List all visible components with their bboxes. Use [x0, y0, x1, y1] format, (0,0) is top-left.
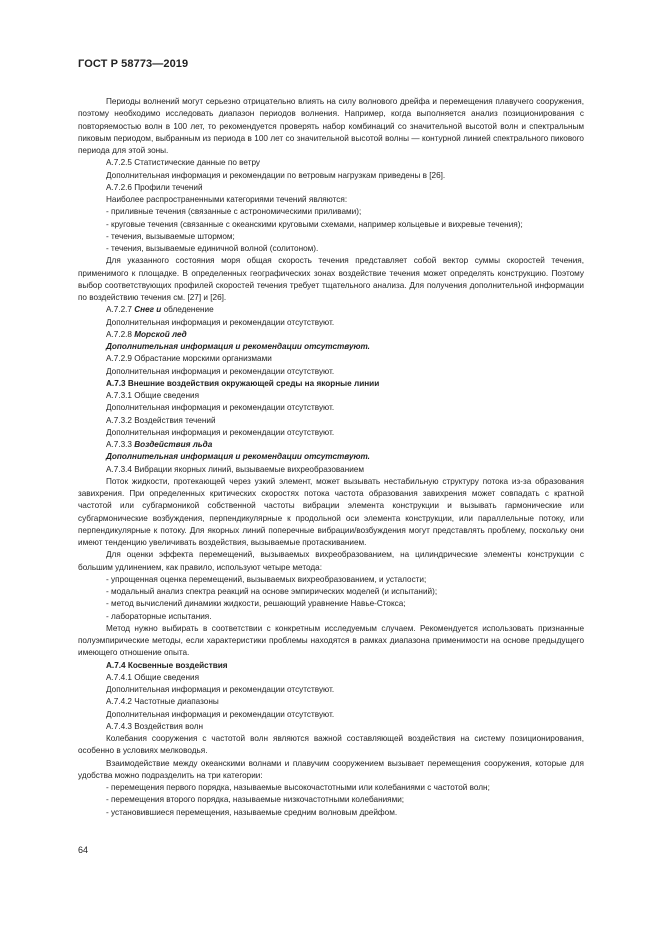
page-number: 64 [78, 845, 89, 855]
list-item: - круговые течения (связанные с океанскими круговыми схемами, например кольцевые и вихревые течения); [106, 219, 523, 229]
section-number: А.7.2.7 [106, 305, 132, 315]
section-heading: А.7.3.4 Вибрации якорных линий, вызываемые вихреобразованием [106, 464, 364, 474]
section-heading: А.7.2.9 Обрастание морскими организмами [106, 354, 272, 364]
list-item: - перемещения второго порядка, называемые низкочастотными колебаниями; [106, 795, 405, 805]
list-item: - упрощенная оценка перемещений, вызываемых вихреобразованием, и усталости; [106, 574, 427, 584]
section-heading: А.7.3.2 Воздействия течений [106, 415, 216, 425]
paragraph: Метод нужно выбирать в соответствии с конкретным исследуемым случаем. Рекомендуется использовать признанные полуэмпирические методы, если характеристики проблемы находятся в рамках диапазона применимости на основе предыдущего имеющего отношение опыта. [78, 623, 584, 658]
list-item: - модальный анализ спектра реакций на основе эмпирических моделей (и испытаний); [106, 587, 438, 596]
section-heading: А.7.2.6 Профили течений [106, 182, 203, 192]
section-heading [78, 304, 584, 316]
list-item: - перемещения первого порядка, называемые высокочастотными или колебаниями с частотой волн; [106, 783, 490, 792]
paragraph: Дополнительная информация и рекомендации отсутствуют. [106, 427, 335, 437]
paragraph: Для указанного состояния моря общая скорость течения представляет собой вектор суммы скоростей течения, применимого к площадке. В определенных географических зонах воздействие течения может определять конструкцию. Поэтому выбор соответствующих профилей скоростей течения требует тщательного анализа. Для получения дополнительной информации по воздействию течения см. [27] и [26]. [78, 256, 584, 302]
section-heading: А.7.4.1 Общие сведения [106, 672, 200, 682]
document-header: ГОСТ Р 58773—2019 [78, 58, 189, 70]
list-item: - течения, вызываемые единичной волной (солитоном). [106, 244, 319, 253]
section-heading: А.7.4 Косвенные воздействия [106, 660, 228, 670]
paragraph: Для оценки эффекта перемещений, вызываемых вихреобразованием, на цилиндрические элементы конструкции с большим удлинением, как правило, используют четыре метода: [78, 550, 584, 572]
paragraph: Дополнительная информация и рекомендации отсутствуют. [106, 366, 335, 376]
section-heading: А.7.3 Внешние воздействия окружающей среды на якорные линии [106, 378, 380, 388]
paragraph: Дополнительная информация и рекомендации по ветровым нагрузкам приведены в [26]. [106, 170, 446, 180]
section-heading: А.7.3.1 Общие сведения [106, 391, 200, 400]
section-heading: А.7.4.3 Воздействия волн [106, 721, 204, 731]
section-title-emphasis: Воздействия льда [134, 440, 213, 449]
paragraph: Дополнительная информация и рекомендации отсутствуют. [106, 685, 335, 694]
section-number: А.7.3.3 [106, 440, 132, 449]
paragraph: Дополнительная информация и рекомендации отсутствуют. [106, 709, 335, 719]
document-body [78, 96, 584, 819]
section-heading: А.7.2.5 Статистические данные по ветру [106, 158, 260, 168]
list-item: - течения, вызываемые штормом; [106, 231, 235, 241]
paragraph: Дополнительная информация и рекомендации отсутствуют. [106, 317, 335, 327]
paragraph: Поток жидкости, протекающей через узкий элемент, может вызывать нестабильную структуру потока из-за образования завихрения. При определенных критических скоростях потока частота образования завихрения может совпадать с кратной частотой или субгармоникой собственной частоты вибрации элемента конструкции и вызывать гармонические или субгармонические возбуждения, перпендикулярные к продольной оси элемента конструкции, или параллельные потоку, или перпендикулярные к потоку. Для якорных линий поперечные вибрации/возбуждения могут представлять проблему, поскольку они имеют тенденцию увеличивать воздействия, вызываемые протаскиванием. [78, 476, 584, 547]
list-item: - лабораторные испытания. [106, 611, 212, 621]
list-item: - установившиеся перемещения, называемые средним волновым дрейфом. [106, 807, 398, 817]
section-heading [78, 329, 584, 341]
list-item: - приливные течения (связанные с астрономическими приливами); [106, 207, 362, 217]
section-heading: А.7.4.2 Частотные диапазоны [106, 697, 219, 707]
section-title-emphasis: Морской лед [134, 329, 187, 339]
paragraph: Дополнительная информация и рекомендации отсутствуют. [106, 452, 370, 462]
list-item: - метод вычислений динамики жидкости, решающий уравнение Навье-Стокса; [106, 599, 406, 609]
paragraph: Взаимодействие между океанскими волнами и плавучим сооружением вызывает перемещения сооружения, которые для удобства можно подразделить на три категории: [78, 758, 584, 780]
paragraph: Периоды волнений могут серьезно отрицательно влиять на силу волнового дрейфа и перемещения плавучего сооружения, поэтому необходимо исследовать диапазон периодов волнения. Например, когда выполняется анализ позиционирования с повторяемостью волн в 100 лет, то рекомендуется проверять набор комбинаций со значительной высотой волн и спектральным пиковым периодом, выбранным из периода в 100 лет со значительной высотой волны — контурной линией спектрального пикового периода для этой зоны. [78, 97, 584, 155]
section-heading [78, 439, 584, 451]
paragraph: Дополнительная информация и рекомендации отсутствуют. [106, 342, 370, 351]
paragraph: Дополнительная информация и рекомендации отсутствуют. [106, 403, 335, 413]
section-title: обледенение [163, 305, 214, 315]
paragraph: Наиболее распространенными категориями течений являются: [106, 195, 348, 204]
section-number: А.7.2.8 [106, 329, 132, 339]
section-title-emphasis: Снег и [134, 305, 162, 315]
paragraph: Колебания сооружения с частотой волн являются важной составляющей воздействия на систему позиционирования, особенно в условиях мелководья. [78, 734, 584, 756]
